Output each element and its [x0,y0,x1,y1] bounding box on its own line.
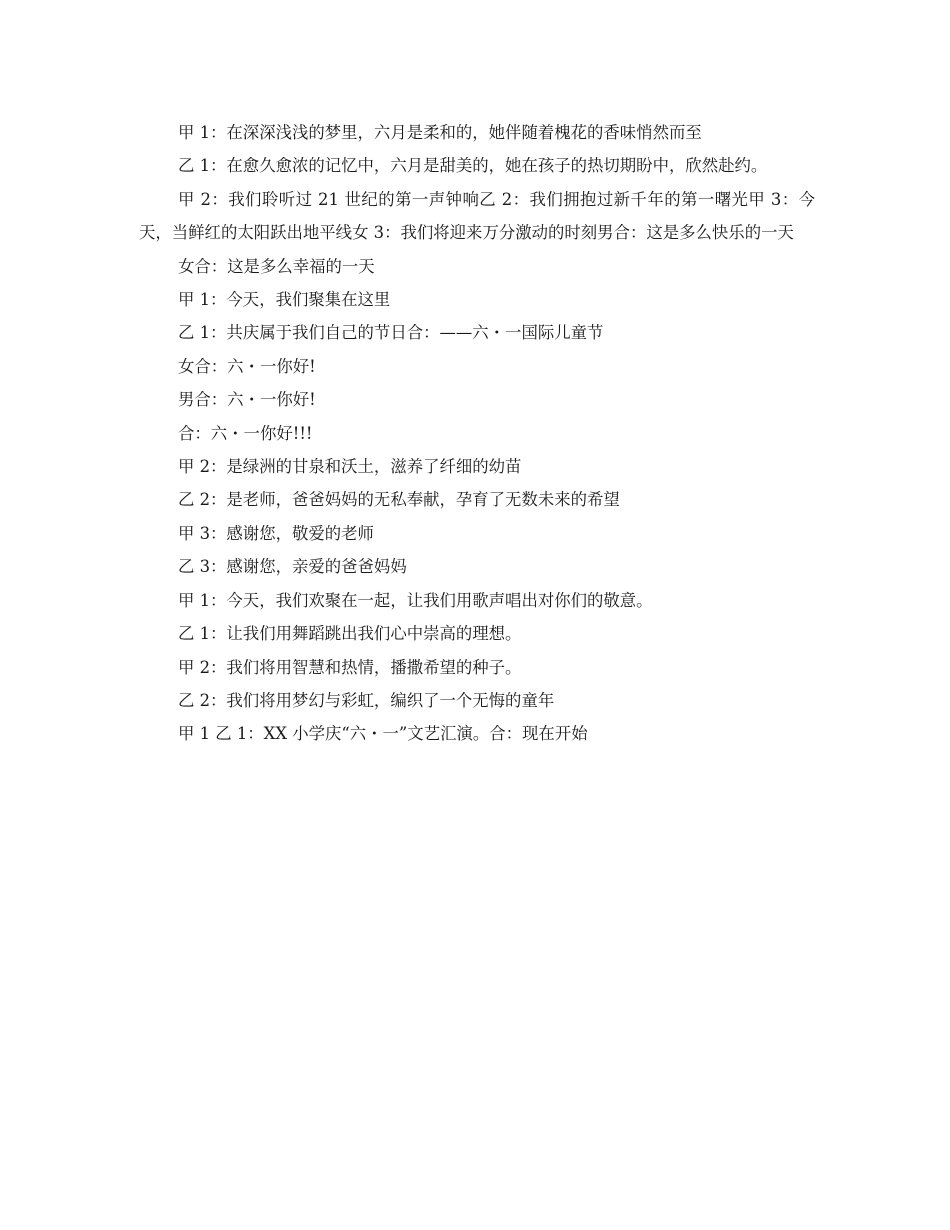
paragraph-9: 合：六・一你好!!! [178,423,313,443]
paragraph-5: 甲 1：今天，我们聚集在这里 [178,290,391,310]
paragraph-10: 甲 2：是绿洲的甘泉和沃土，滋养了纤细的幼苗 [178,457,522,477]
paragraph-7: 女合：六・一你好! [178,356,316,376]
paragraph-4: 女合：这是多么幸福的一天 [178,256,375,276]
paragraph-11: 乙 2：是老师，爸爸妈妈的无私奉献，孕育了无数未来的希望 [178,490,620,510]
paragraph-1: 甲 1：在深深浅浅的梦里，六月是柔和的，她伴随着槐花的香味悄然而至 [178,123,702,142]
paragraph-6: 乙 1：共庆属于我们自己的节日合：——六・一国际儿童节 [178,323,604,343]
paragraph-18: 甲 1 乙 1：XX 小学庆“六・一”文艺汇演。合：现在开始 [178,724,588,744]
paragraph-12: 甲 3：感谢您，敬爱的老师 [178,523,374,543]
paragraph-14: 甲 1：今天，我们欢聚在一起，让我们用歌声唱出对你们的敬意。 [178,590,653,610]
paragraph-17: 乙 2：我们将用梦幻与彩虹，编织了一个无悔的童年 [178,690,555,710]
paragraph-8: 男合：六・一你好! [178,390,316,410]
paragraph-15: 乙 1：让我们用舞蹈跳出我们心中崇高的理想。 [178,624,522,644]
paragraph-2: 乙 1：在愈久愈浓的记忆中，六月是甜美的，她在孩子的热切期盼中，欣然赴约。 [178,156,768,176]
paragraph-16: 甲 2：我们将用智慧和热情，播撒希望的种子。 [178,657,522,677]
paragraph-3: 甲 2：我们聆听过 21 世纪的第一声钟响乙 2：我们拥抱过新千年的第一曙光甲 3：今天，当鲜红的太阳跃出地平线女 3：我们将迎来万分激动的时刻男合：这是多么快乐的一天 [139,189,815,243]
script-text-block [139,116,815,751]
paragraph-13: 乙 3：感谢您，亲爱的爸爸妈妈 [178,557,407,577]
